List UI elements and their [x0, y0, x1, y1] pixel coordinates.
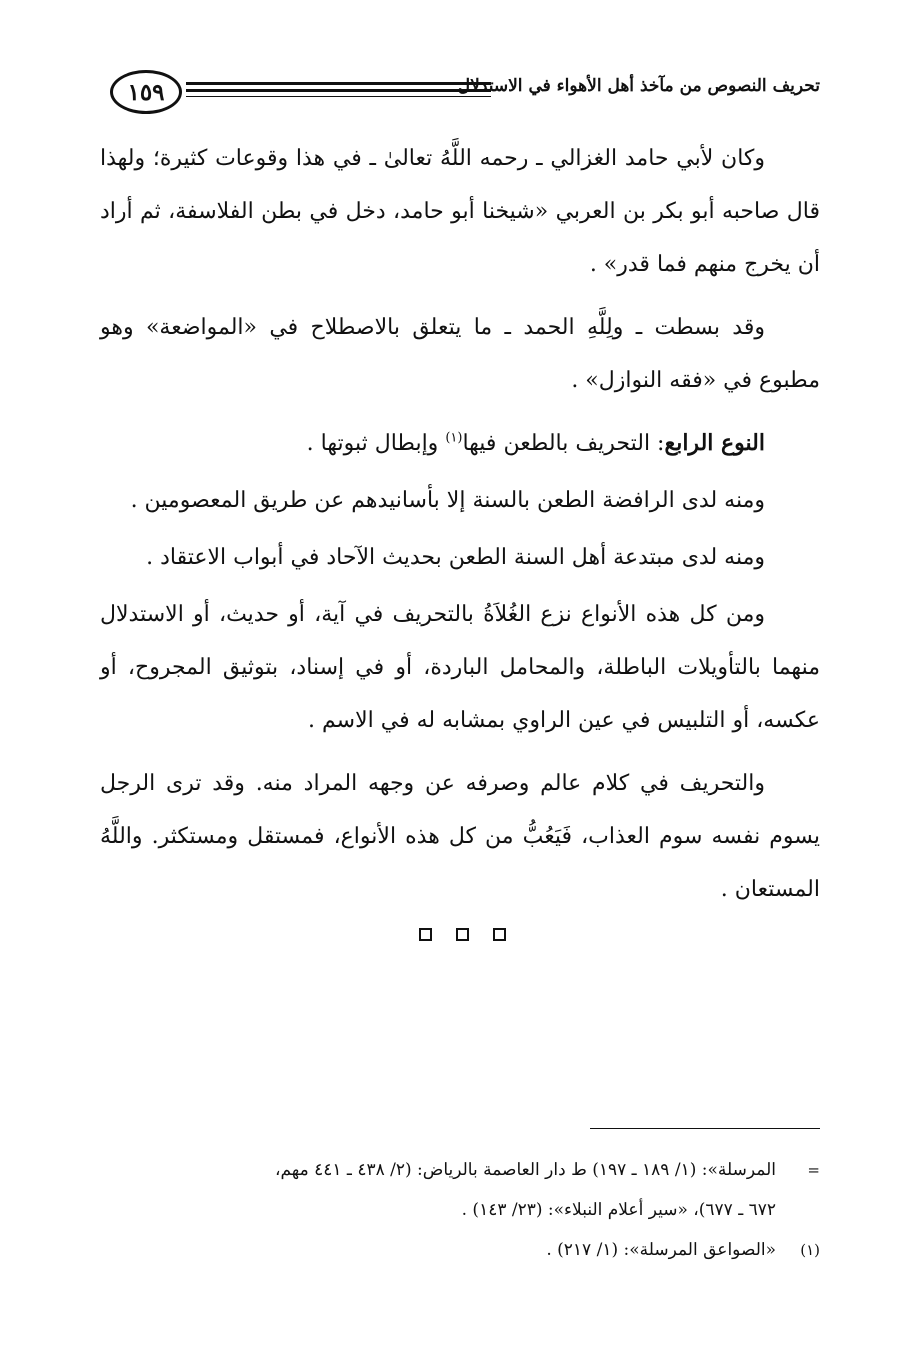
paragraph-fourth-type — [100, 417, 820, 470]
square-ornament-icon — [419, 928, 432, 941]
header-rule — [186, 96, 491, 97]
page-header — [100, 62, 820, 122]
footnote-1-text: «الصواعق المرسلة»: (١/ ٢١٧) . — [546, 1240, 776, 1260]
header-rule — [186, 89, 491, 92]
body-text — [100, 132, 820, 926]
square-ornament-icon — [493, 928, 506, 941]
footnote-1 — [100, 1230, 820, 1270]
fourth-type-text-end: وإبطال ثبوتها . — [306, 431, 446, 456]
footnotes — [100, 1150, 820, 1270]
footnote-rule — [590, 1128, 820, 1129]
footnote-continuation-line2: ٦٧٢ ـ ٦٧٧)، «سير أعلام النبلاء»: (٢٣/ ١٤٣) . — [461, 1200, 776, 1220]
paragraph-mawadaa: وقد بسطت ـ ولِلَّهِ الحمد ـ ما يتعلق بالاصطلاح في «المواضعة» وهو مطبوع في «فقه النوازل» . — [100, 315, 820, 393]
footnote-continuation-line: المرسلة»: (١/ ١٨٩ ـ ١٩٧) ط دار العاصمة بالرياض: (٢/ ٤٣٨ ـ ٤٤١ مهم، — [274, 1160, 776, 1180]
paragraph-tahrif: والتحريف في كلام عالم وصرفه عن وجهه المراد منه. وقد ترى الرجل يسوم نفسه سوم العذاب، فَيَعُبُّ من كل هذه الأنواع، فمستقل ومستكثر. واللَّهُ المستعان . — [100, 771, 820, 902]
footnote-continuation-marker: = — [807, 1161, 820, 1179]
paragraph-ghazali: وكان لأبي حامد الغزالي ـ رحمه اللَّهُ تعالىٰ ـ في هذا وقوعات كثيرة؛ ولهذا قال صاحبه أبو بكر بن العربي «شيخنا أبو حامد، دخل في بطن الفلاسفة، ثم أراد أن يخرج منهم فما قدر» . — [100, 146, 820, 277]
footnote-1-marker: (١) — [800, 1241, 820, 1259]
paragraph-ahad: ومنه لدى مبتدعة أهل السنة الطعن بحديث الآحاد في أبواب الاعتقاد . — [146, 545, 765, 570]
header-rule — [186, 82, 491, 85]
running-title: تحريف النصوص من مآخذ أهل الأهواء في الاستدلال — [457, 76, 820, 96]
square-ornament-icon — [456, 928, 469, 941]
footnote-reference[interactable]: (١) — [445, 430, 463, 446]
section-separator — [0, 928, 924, 941]
fourth-type-label: النوع الرابع — [664, 430, 765, 456]
fourth-type-text: : التحريف بالطعن فيها — [462, 431, 665, 456]
page-number: ١٥٩ — [110, 70, 182, 114]
footnote-continuation — [100, 1150, 820, 1190]
paragraph-rafida: ومنه لدى الرافضة الطعن بالسنة إلا بأسانيدهم عن طريق المعصومين . — [130, 488, 765, 513]
paragraph-ghulat: ومن كل هذه الأنواع نزع الغُلاَةُ بالتحريف في آية، أو حديث، أو الاستدلال منهما بالتأويلات الباطلة، والمحامل الباردة، أو في إسناد، بتوثيق المجروح، أو عكسه، أو التلبيس في عين الراوي بمشابه له في الاسم . — [100, 602, 820, 733]
